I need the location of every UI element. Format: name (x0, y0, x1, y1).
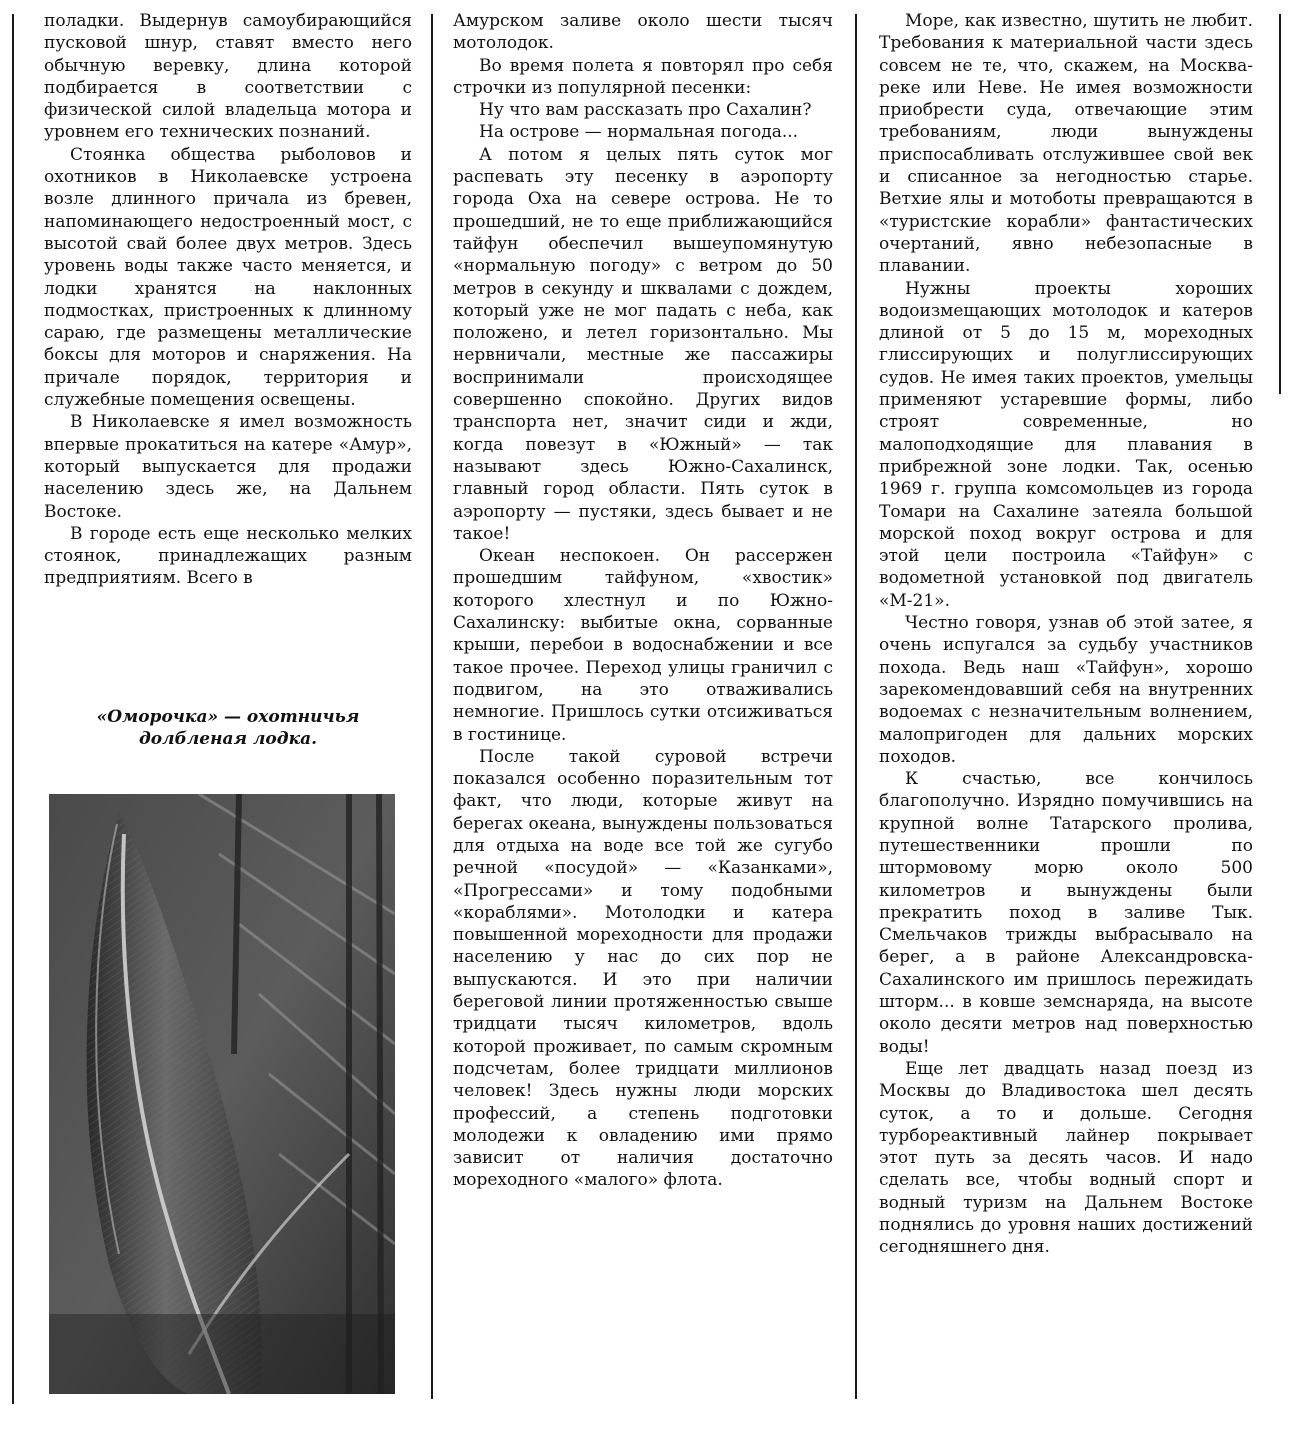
column-rule-1 (431, 14, 433, 1399)
photo-caption: «Оморочка» — охотничья долбленая лодка. (96, 707, 360, 749)
paragraph: Амурском заливе около шести тысяч мотолодок. (453, 11, 833, 54)
paragraph: Стоянка общества рыболовов и охотников в Николаевске устроена возле длинного причала из бревен, напоминающего недостроенный мост, с высотой свай более двух метров. Здесь уровень воды также часто меняется, и лодки хранятся на наклонных подмостках, пристроенных к длинному сараю, где размещены металлические боксы для моторов и снаряжения. На причале порядок, территория и служебные помещения освещены. (44, 144, 412, 411)
paragraph: Еще лет двадцать назад поезд из Москвы до Владивостока шел десять суток, а то и дольше. Сегодня турбореактивный лайнер покрывает этот путь за десять часов. И надо сделать все, чтобы водный спорт и водный туризм на Дальнем Востоке поднялись до уровня наших достижений сегодняшнего дня. (879, 1058, 1253, 1258)
right-margin-rule (1279, 14, 1281, 394)
photo-illustration (49, 794, 395, 1394)
left-margin-rule (12, 14, 14, 1404)
text-column-2 (453, 10, 833, 1192)
column-rule-2 (855, 14, 857, 1399)
paragraph: поладки. Выдернув самоубирающийся пусковой шнур, ставят вместо него обычную веревку, длина которой подбирается в соответствии с физической силой владельца мотора и уровнем его технических познаний. (44, 11, 412, 143)
paragraph: После такой суровой встречи показался особенно поразительным тот факт, что люди, которые живут на берегах океана, вынуждены пользоваться для отдыха на воде все той же сугубо речной «посудой» — «Казанками», «Прогрессами» и тому подобными «кораблями». Мотолодки и катера повышенной мореходности для продажи населению у нас до сих пор не выпускаются. И это при наличии береговой линии протяженностью свыше тридцати тысяч километров, вдоль которой проживает, по самым скромным подсчетам, более тридцати миллионов человек! Здесь нужны люди морских профессий, а степень подготовки молодежи к овладению ими прямо зависит от наличия достаточно мореходного «малого» флота. (453, 746, 833, 1191)
paragraph: А потом я целых пять суток мог распевать эту песенку в аэропорту города Оха на севере острова. Не то прошедший, не то еще приближающийся тайфун обеспечил вышеупомянутую «нормальную погоду» с ветром до 50 метров в секунду и шквалами с дождем, который уже не мог падать с неба, как положено, и летел горизонтально. Мы нервничали, местные же пассажиры воспринимали происходящее совершенно спокойно. Других видов транспорта нет, значит сиди и жди, когда повезут в «Южный» — так называют здесь Южно-Сахалинск, главный город области. Пять суток в аэропорту — пустяки, здесь бывает и не такое! (453, 144, 833, 544)
text-column-3 (879, 10, 1253, 1259)
paragraph: В городе есть еще несколько мелких стоянок, принадлежащих разным предприятиям. Всего в (44, 523, 412, 589)
paragraph: Во время полета я повторял про себя строчки из популярной песенки: (453, 55, 833, 98)
paragraph: Океан неспокоен. Он рассержен прошедшим тайфуном, «хвостик» которого хлестнул и по Южно-Сахалинску: выбитые окна, сорванные крыши, перебои в водоснабжении и все такое прочее. Переход улицы граничил с подвигом, на это отваживались немногие. Пришлось сутки отсиживаться в гостинице. (453, 546, 833, 745)
paragraph: В Николаевске я имел возможность впервые прокатиться на катере «Амур», который выпускается для продажи населению здесь же, на Дальнем Востоке. (44, 412, 412, 522)
paragraph: Море, как известно, шутить не любит. Требования к материальной части здесь совсем не те, что, скажем, на Москва-реке или Неве. Не имея возможности приобрести суда, отвечающие этим требованиям, люди вынуждены приспосабливать отслужившее свой век и списанное за негодностью старье. Ветхие ялы и мотоботы превращаются в «туристские корабли» фантастических очертаний, явно небезопасные в плавании. (879, 11, 1253, 277)
paragraph: Честно говоря, узнав об этой затее, я очень испугался за судьбу участников похода. Ведь наш «Тайфун», хорошо зарекомендовавший себя на внутренних водоемах с незначительным волнением, малопригоден для дальних морских походов. (879, 613, 1253, 767)
paragraph: Нужны проекты хороших водоизмещающих мотолодок и катеров длиной от 5 до 15 м, мореходных глиссирующих и полуглиссирующих судов. Не имея таких проектов, умельцы применяют устаревшие формы, либо строят современные, но малоподходящие для плавания в прибрежной зоне лодки. Так, осенью 1969 г. группа комсомольцев из города Томари на Сахалине затеяла большой морской поход вокруг острова и для этой цели построила «Тайфун» с водометной установкой под двигатель «М-21». (879, 278, 1253, 611)
paragraph: К счастью, все кончилось благополучно. Изрядно помучившись на крупной волне Татарского пролива, путешественники прошли по штормовому морю около 500 километров и вынуждены были прекратить поход в заливе Тык. Смельчаков трижды выбрасывало на берег, а в районе Александровска-Сахалинского им пришлось пережидать шторм... в ковше земснаряда, на высоте около десяти метров над поверхностью воды! (879, 769, 1253, 1057)
poem-line: Ну что вам рассказать про Сахалин? (479, 100, 812, 121)
poem-line: На острове — нормальная погода... (479, 122, 799, 143)
dugout-boat-photo (49, 794, 395, 1394)
text-column-1 (44, 10, 412, 590)
